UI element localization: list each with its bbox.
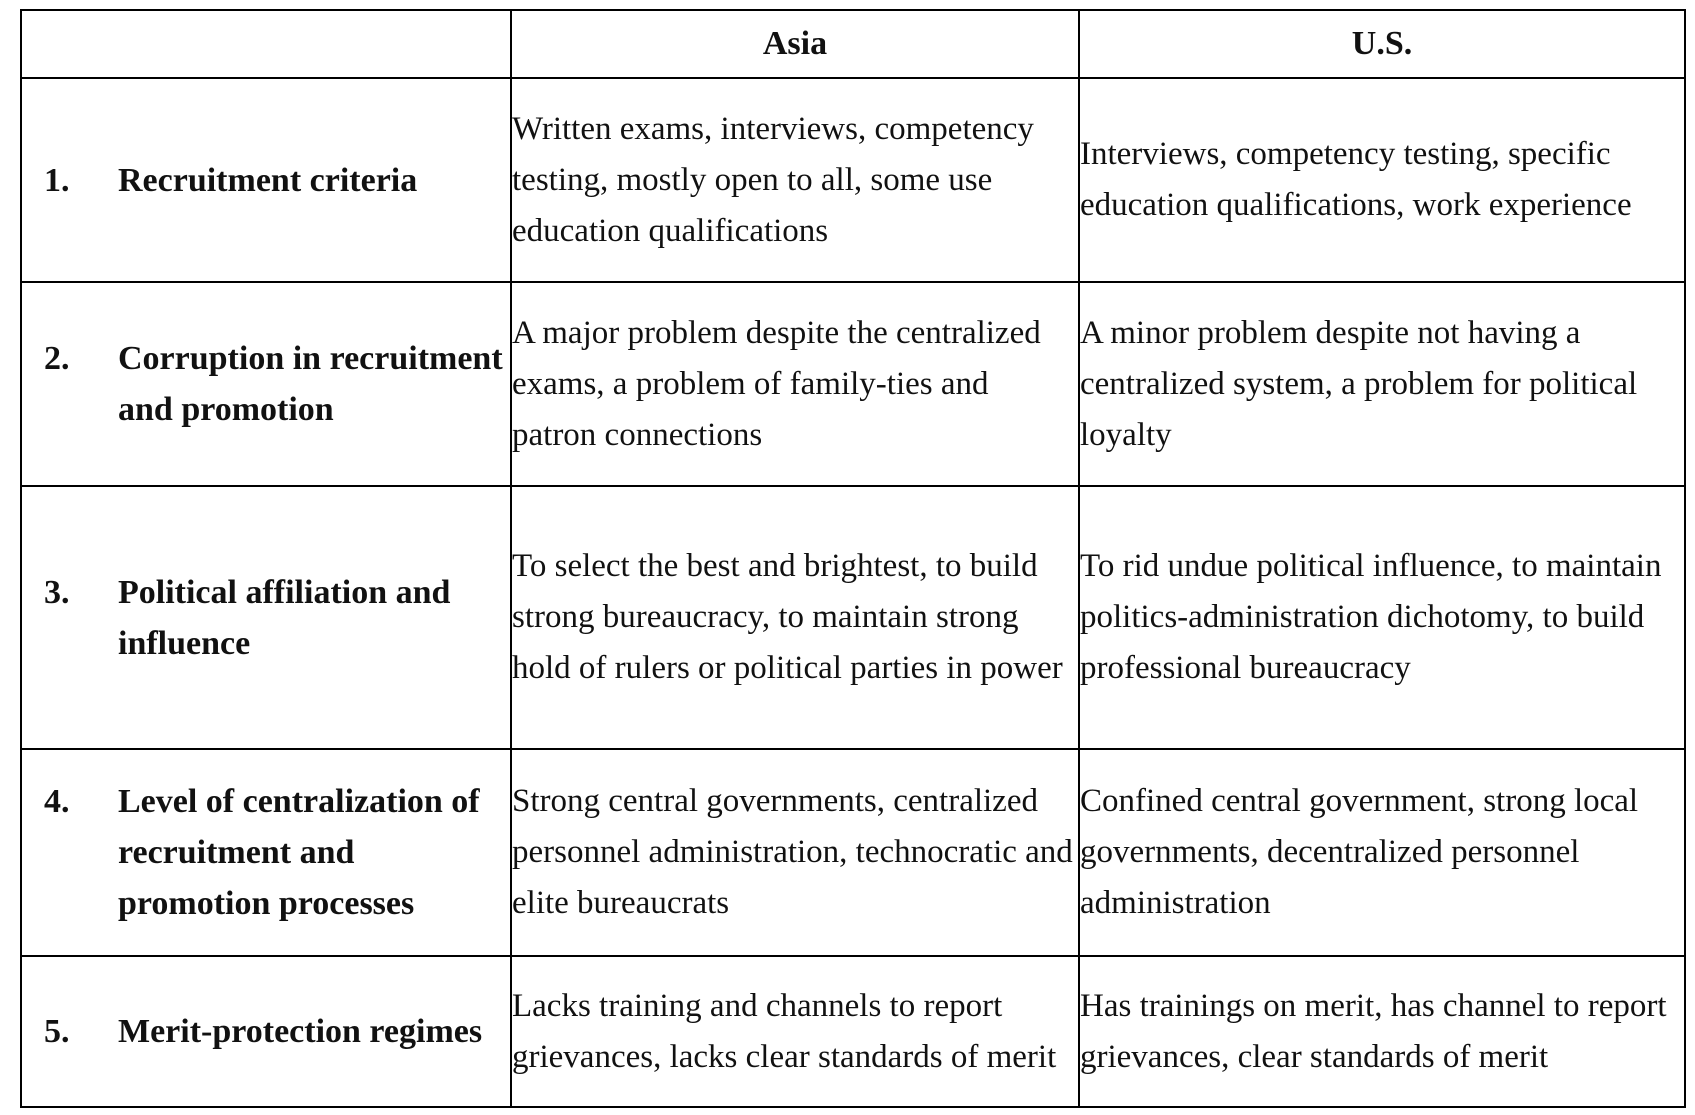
criterion-label: Merit-protection regimes (118, 1013, 483, 1050)
header-row (21, 10, 1685, 78)
criterion-label: Level of centralization of recruitment and promotion processes (118, 783, 480, 922)
asia-cell: Strong central governments, centralized personnel administration, technocratic and elite bureaucrats (511, 749, 1079, 956)
criterion-cell (21, 486, 511, 749)
asia-cell: To select the best and brightest, to build strong bureaucracy, to maintain strong hold of rulers or political parties in power (511, 486, 1079, 749)
comparison-table (20, 9, 1686, 1108)
table-row (21, 956, 1685, 1107)
table-row (21, 486, 1685, 749)
us-cell: Has trainings on merit, has channel to report grievances, clear standards of merit (1079, 956, 1685, 1107)
row-number: 1. (44, 161, 70, 199)
asia-cell: A major problem despite the centralized exams, a problem of family-ties and patron connections (511, 282, 1079, 486)
criterion-label: Recruitment criteria (118, 161, 418, 199)
row-number: 4. (44, 783, 70, 820)
criterion-cell (21, 78, 511, 282)
criterion-label: Political affiliation and influence (118, 573, 451, 662)
header-criterion (21, 10, 511, 78)
us-cell: Confined central government, strong local governments, decentralized personnel administration (1079, 749, 1685, 956)
us-cell: To rid undue political influence, to maintain politics-administration dichotomy, to build professional bureaucracy (1079, 486, 1685, 749)
us-cell: Interviews, competency testing, specific education qualifications, work experience (1079, 78, 1685, 282)
criterion-label: Corruption in recruitment and promotion (118, 340, 503, 428)
criterion-cell (21, 749, 511, 956)
asia-cell: Lacks training and channels to report grievances, lacks clear standards of merit (511, 956, 1079, 1107)
criterion-cell (21, 282, 511, 486)
row-number: 5. (44, 1013, 70, 1050)
criterion-cell (21, 956, 511, 1107)
table-row (21, 282, 1685, 486)
header-us: U.S. (1079, 10, 1685, 78)
row-number: 3. (44, 573, 70, 611)
asia-cell: Written exams, interviews, competency testing, mostly open to all, some use education qualifications (511, 78, 1079, 282)
us-cell: A minor problem despite not having a centralized system, a problem for political loyalty (1079, 282, 1685, 486)
header-asia: Asia (511, 10, 1079, 78)
table-row (21, 78, 1685, 282)
table-row (21, 749, 1685, 956)
row-number: 2. (44, 340, 70, 377)
